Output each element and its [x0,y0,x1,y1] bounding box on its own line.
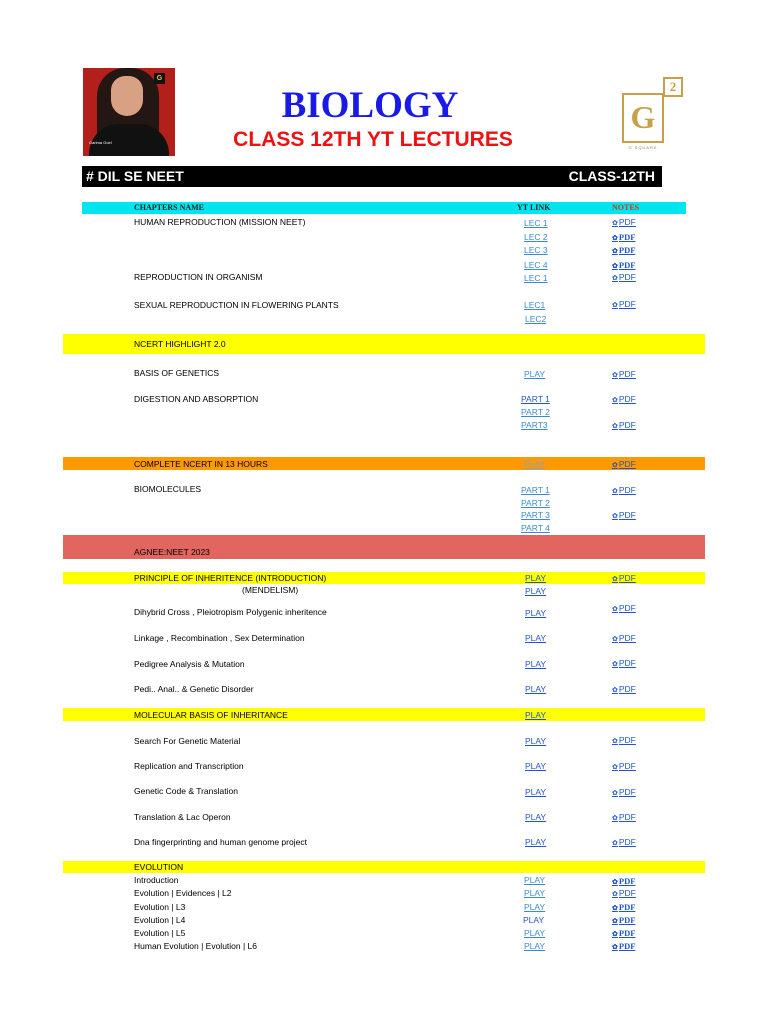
pdf-link[interactable]: ✿PDF [612,684,636,694]
lecture-link[interactable]: LEC1 [524,300,546,310]
pdf-link[interactable]: ✿PDF [612,420,636,430]
part-link[interactable]: PART 2 [521,498,550,508]
section-title: PRINCIPLE OF INHERITENCE (INTRODUCTION) [134,573,327,583]
play-link[interactable]: PLAY [524,369,546,379]
gear-icon: ✿ [612,423,618,430]
chapter-title: Pedi.. Anal.. & Genetic Disorder [134,684,254,694]
lecture-link[interactable]: LEC 4 [524,260,548,270]
gear-icon: ✿ [612,275,618,282]
logo-letter: G [630,99,656,135]
gear-icon: ✿ [612,462,618,469]
chapter-title: Human Evolution | Evolution | L6 [134,941,258,951]
pdf-link[interactable]: ✿PDF [612,876,636,886]
play-link[interactable]: PLAY [525,586,547,596]
photo-caption: Garima Goel [89,140,112,145]
gear-icon: ✿ [612,234,618,242]
lecture-link[interactable]: LEC 1 [524,273,548,283]
play-link[interactable]: PLAY [523,915,545,925]
pdf-link[interactable]: ✿PDF [612,902,636,912]
pdf-link[interactable]: ✿PDF [612,915,636,925]
title-bar [82,166,662,187]
pdf-link[interactable]: ✿PDF [612,761,636,771]
gear-icon: ✿ [612,636,618,643]
title-bar-left: # DIL SE NEET [86,168,184,184]
play-link[interactable]: PLAY [525,736,547,746]
play-link[interactable]: PLAY [525,633,547,643]
pdf-link[interactable]: ✿PDF [612,735,636,745]
column-header-notes: NOTES [612,203,640,212]
gear-icon: ✿ [612,790,618,797]
page-title: BIOLOGY [281,85,459,126]
chapter-title: SEXUAL REPRODUCTION IN FLOWERING PLANTS [134,300,339,310]
gear-icon: ✿ [612,397,618,404]
play-link[interactable]: PLAY [524,888,546,898]
section-title: COMPLETE NCERT IN 13 HOURS [134,459,268,469]
play-link[interactable]: PLAY [524,941,546,951]
photo-badge: G [154,73,165,84]
gear-icon: ✿ [612,891,618,898]
gear-icon: ✿ [612,220,618,227]
chapter-title: Evolution | L5 [134,928,186,938]
gear-icon: ✿ [612,687,618,694]
column-header-link: YT LINK [517,203,551,212]
pdf-link[interactable]: ✿PDF [612,245,636,255]
gear-icon: ✿ [612,904,618,912]
gear-icon: ✿ [612,943,618,951]
play-link[interactable]: PLAY [525,837,547,847]
gear-icon: ✿ [612,930,618,938]
chapter-title: HUMAN REPRODUCTION (MISSION NEET) [134,217,306,227]
gear-icon: ✿ [612,738,618,745]
pdf-link[interactable]: ✿PDF [612,787,636,797]
chapter-title: Introduction [134,875,179,885]
play-link[interactable]: PLAY [525,761,547,771]
pdf-link[interactable]: ✿PDF [612,603,636,613]
pdf-link[interactable]: ✿PDF [612,272,636,282]
part-link[interactable]: PART 2 [521,407,550,417]
pdf-link[interactable]: ✿PDF [612,485,636,495]
pdf-link[interactable]: ✿PDF [612,658,636,668]
chapter-title: Evolution | L3 [134,902,186,912]
part-link[interactable]: PART3 [521,420,548,430]
pdf-link[interactable]: ✿PDF [612,369,636,379]
chapter-title: Evolution | L4 [134,915,186,925]
play-link[interactable]: PLAY [525,684,547,694]
chapter-title: Genetic Code & Translation [134,786,238,796]
chapter-title: Replication and Transcription [134,761,244,771]
play-link[interactable]: PLAY [525,787,547,797]
gear-icon: ✿ [612,302,618,309]
part-link[interactable]: PART 3 [521,510,550,520]
gear-icon: ✿ [612,513,618,520]
gear-icon: ✿ [612,878,618,886]
chapter-title: Translation & Lac Operon [134,812,231,822]
play-link[interactable]: PLAY [524,459,546,469]
part-link[interactable]: PART 1 [521,394,550,404]
chapter-title: Evolution | Evidences | L2 [134,888,232,898]
pdf-link[interactable]: ✿PDF [612,217,636,227]
pdf-link[interactable]: ✿PDF [612,510,636,520]
section-title: EVOLUTION [134,862,184,872]
gear-icon: ✿ [612,262,618,270]
column-header-chapters: CHAPTERS NAME [134,203,205,212]
chapter-title: BIOMOLECULES [134,484,202,494]
gear-icon: ✿ [612,576,618,583]
pdf-link[interactable]: ✿PDF [612,260,636,270]
gear-icon: ✿ [612,661,618,668]
gsquare-logo [622,93,664,143]
gear-icon: ✿ [612,815,618,822]
play-link[interactable]: PLAY [524,875,546,885]
chapter-title: DIGESTION AND ABSORPTION [134,394,259,404]
gear-icon: ✿ [612,488,618,495]
chapter-title: Linkage , Recombination , Sex Determination [134,633,305,643]
page-subtitle: CLASS 12TH YT LECTURES [233,128,513,151]
gear-icon: ✿ [612,606,618,613]
chapter-title: Dihybrid Cross , Pleiotropism Polygenic inheritence [134,607,327,617]
pdf-link[interactable]: ✿PDF [612,394,636,404]
pdf-link[interactable]: ✿PDF [612,928,636,938]
play-link[interactable]: PLAY [525,710,547,720]
chapter-title: REPRODUCTION IN ORGANISM [134,272,263,282]
gear-icon: ✿ [612,247,618,255]
gear-icon: ✿ [612,372,618,379]
gear-icon: ✿ [612,840,618,847]
title-bar-right: CLASS-12TH [568,168,655,184]
play-link[interactable]: PLAY [524,902,546,912]
chapter-title: Pedigree Analysis & Mutation [134,659,245,669]
gear-icon: ✿ [612,917,618,925]
pdf-link[interactable]: ✿PDF [612,299,636,309]
pdf-link[interactable]: ✿PDF [612,459,636,469]
pdf-link[interactable]: ✿PDF [612,837,636,847]
section-title: AGNEE:NEET 2023 [134,547,210,557]
lecture-link[interactable]: LEC2 [525,314,547,324]
play-link[interactable]: PLAY [525,659,547,669]
play-link[interactable]: PLAY [525,608,547,618]
chapter-title: BASIS OF GENETICS [134,368,220,378]
chapter-subtitle: (MENDELISM) [242,585,299,595]
pdf-link[interactable]: ✿PDF [612,573,636,583]
lecture-link[interactable]: LEC 3 [524,245,548,255]
play-link[interactable]: PLAY [524,928,546,938]
pdf-link[interactable]: ✿PDF [612,941,636,951]
pdf-link[interactable]: ✿PDF [612,888,636,898]
lecture-link[interactable]: LEC 1 [524,218,548,228]
pdf-link[interactable]: ✿PDF [612,633,636,643]
chapter-title: Search For Genetic Material [134,736,241,746]
pdf-link[interactable]: ✿PDF [612,812,636,822]
logo-superscript: 2 [663,77,683,97]
chapter-title: Dna fingerprinting and human genome project [134,837,307,847]
pdf-link[interactable]: ✿PDF [612,232,636,242]
section-title: MOLECULAR BASIS OF INHERITANCE [134,710,288,720]
part-link[interactable]: PART 1 [521,485,550,495]
section-title: NCERT HIGHLIGHT 2.0 [134,339,226,349]
gear-icon: ✿ [612,764,618,771]
lecture-link[interactable]: LEC 2 [524,232,548,242]
part-link[interactable]: PART 4 [521,523,550,533]
logo-caption: G SQUARE [628,145,658,150]
play-link[interactable]: PLAY [525,573,547,583]
play-link[interactable]: PLAY [525,812,547,822]
